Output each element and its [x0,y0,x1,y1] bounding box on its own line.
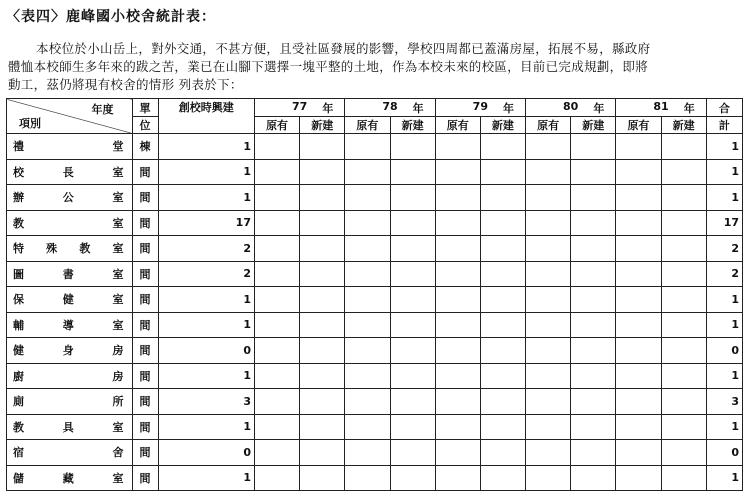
table-row [7,236,743,262]
row-year-cell [300,440,345,466]
row-year-cell [526,338,571,364]
existing-header: 原有 [345,117,390,134]
row-year-cell [526,134,571,160]
row-year-cell [254,236,299,262]
row-year-cell [480,185,525,211]
row-unit: 間 [132,159,158,185]
row-year-cell [616,363,661,389]
row-founded-count: 1 [158,312,254,338]
row-founded-count: 1 [158,363,254,389]
row-year-cell [661,338,706,364]
row-year-cell [345,312,390,338]
intro-line-3: 動工，茲仍將現有校舍的情形 列表於下： [8,77,243,92]
row-year-cell [390,236,435,262]
row-unit: 間 [132,185,158,211]
year-header-81: 81 年 [616,99,706,117]
row-year-cell [571,134,616,160]
row-unit: 間 [132,414,158,440]
row-year-cell [390,287,435,313]
row-year-cell [254,363,299,389]
year-header-78: 78 年 [345,99,435,117]
row-founded-count: 1 [158,159,254,185]
row-year-cell [390,389,435,415]
row-year-cell [661,312,706,338]
row-year-cell [661,185,706,211]
row-total: 3 [706,389,742,415]
row-year-cell [390,414,435,440]
row-year-cell [571,414,616,440]
row-year-cell [254,185,299,211]
row-year-cell [616,236,661,262]
row-founded-count: 0 [158,338,254,364]
row-year-cell [526,236,571,262]
intro-paragraph [8,40,744,94]
row-unit: 間 [132,363,158,389]
row-year-cell [571,287,616,313]
row-year-cell [571,159,616,185]
row-year-cell [254,414,299,440]
founded-header: 創校時興建 [158,99,254,134]
row-year-cell [435,338,480,364]
row-item-name: 教室 [7,210,133,236]
row-founded-count: 1 [158,414,254,440]
existing-header: 原有 [435,117,480,134]
item-header-label: 項別 [19,117,41,130]
row-year-cell [390,465,435,491]
row-year-cell [345,465,390,491]
table-row [7,465,743,491]
row-item-name: 健身房 [7,338,133,364]
row-year-cell [390,312,435,338]
row-year-cell [480,338,525,364]
row-year-cell [571,440,616,466]
row-item-name: 保健室 [7,287,133,313]
row-year-cell [435,236,480,262]
row-year-cell [435,159,480,185]
table-row [7,338,743,364]
row-total: 2 [706,261,742,287]
row-year-cell [526,185,571,211]
row-total: 2 [706,236,742,262]
intro-line-2: 體恤本校師生多年來的跋之苦，業已在山腳下選擇一塊平整的土地，作為本校未來的校區，目前已完成規劃，即將 [8,59,649,74]
row-year-cell [616,287,661,313]
table-row [7,312,743,338]
intro-line-1: 本校位於小山岳上，對外交通，不甚方便，且受社區發展的影響，學校四周都已蓋滿房屋，拓展不易，縣政府 [36,41,651,56]
row-founded-count: 1 [158,134,254,160]
row-year-cell [435,287,480,313]
row-year-cell [480,210,525,236]
row-year-cell [390,440,435,466]
new-header: 新建 [480,117,525,134]
row-year-cell [480,389,525,415]
row-year-cell [480,287,525,313]
row-year-cell [300,312,345,338]
year-header-label: 年度 [91,103,114,116]
total-header-bottom: 計 [706,117,742,134]
row-year-cell [300,414,345,440]
row-year-cell [661,440,706,466]
row-year-cell [571,210,616,236]
row-item-name: 辦公室 [7,185,133,211]
table-row [7,261,743,287]
table-row [7,363,743,389]
row-year-cell [571,465,616,491]
row-year-cell [435,134,480,160]
row-year-cell [480,414,525,440]
table-row [7,134,743,160]
row-year-cell [480,440,525,466]
row-year-cell [661,414,706,440]
row-founded-count: 1 [158,185,254,211]
row-year-cell [345,389,390,415]
row-unit: 間 [132,287,158,313]
table-row [7,185,743,211]
row-founded-count: 17 [158,210,254,236]
row-year-cell [254,338,299,364]
existing-header: 原有 [616,117,661,134]
row-year-cell [526,465,571,491]
row-year-cell [345,236,390,262]
row-unit: 間 [132,210,158,236]
row-unit: 棟 [132,134,158,160]
row-founded-count: 3 [158,389,254,415]
new-header: 新建 [661,117,706,134]
row-year-cell [616,159,661,185]
new-header: 新建 [571,117,616,134]
row-year-cell [345,261,390,287]
row-total: 1 [706,465,742,491]
row-total: 1 [706,312,742,338]
row-year-cell [616,185,661,211]
page-title: 〈表四〉鹿峰國小校舍統計表： [6,9,216,25]
row-year-cell [526,363,571,389]
row-year-cell [345,159,390,185]
unit-header-top: 單 [132,99,158,117]
row-total: 0 [706,338,742,364]
row-year-cell [616,210,661,236]
row-year-cell [571,312,616,338]
row-year-cell [345,210,390,236]
existing-header: 原有 [526,117,571,134]
table-row [7,440,743,466]
row-year-cell [254,261,299,287]
row-year-cell [616,440,661,466]
table-row [7,414,743,440]
row-total: 1 [706,185,742,211]
total-header-top: 合 [706,99,742,117]
row-total: 17 [706,210,742,236]
row-year-cell [571,363,616,389]
row-year-cell [616,465,661,491]
row-year-cell [661,389,706,415]
row-item-name: 廚房 [7,363,133,389]
row-year-cell [254,134,299,160]
row-year-cell [480,134,525,160]
row-year-cell [526,440,571,466]
row-year-cell [435,440,480,466]
row-year-cell [661,287,706,313]
row-year-cell [571,338,616,364]
table-row [7,389,743,415]
row-year-cell [616,312,661,338]
row-unit: 間 [132,338,158,364]
row-unit: 間 [132,312,158,338]
row-year-cell [300,261,345,287]
row-year-cell [254,159,299,185]
row-year-cell [480,312,525,338]
row-year-cell [390,261,435,287]
school-building-table [6,98,743,491]
row-unit: 間 [132,261,158,287]
row-founded-count: 2 [158,261,254,287]
row-unit: 間 [132,389,158,415]
row-year-cell [435,363,480,389]
row-year-cell [254,312,299,338]
row-year-cell [435,465,480,491]
row-year-cell [390,185,435,211]
row-item-name: 廁所 [7,389,133,415]
row-founded-count: 1 [158,465,254,491]
unit-header-bottom: 位 [132,117,158,134]
row-year-cell [345,440,390,466]
row-year-cell [616,134,661,160]
row-year-cell [435,185,480,211]
row-year-cell [300,287,345,313]
row-year-cell [300,185,345,211]
row-year-cell [345,134,390,160]
row-year-cell [661,134,706,160]
new-header: 新建 [300,117,345,134]
row-year-cell [390,210,435,236]
row-year-cell [300,236,345,262]
table-row [7,210,743,236]
row-year-cell [300,134,345,160]
row-year-cell [571,389,616,415]
row-item-name: 宿舍 [7,440,133,466]
row-year-cell [526,261,571,287]
row-year-cell [480,465,525,491]
row-year-cell [661,236,706,262]
row-year-cell [480,261,525,287]
row-year-cell [526,210,571,236]
row-year-cell [300,389,345,415]
row-year-cell [300,159,345,185]
row-year-cell [390,159,435,185]
row-total: 1 [706,134,742,160]
row-total: 1 [706,287,742,313]
row-year-cell [571,261,616,287]
row-item-name: 禮堂 [7,134,133,160]
row-year-cell [300,363,345,389]
row-year-cell [435,389,480,415]
row-year-cell [526,389,571,415]
row-year-cell [661,159,706,185]
row-year-cell [254,287,299,313]
row-year-cell [526,287,571,313]
row-unit: 間 [132,236,158,262]
row-year-cell [345,414,390,440]
row-item-name: 特殊教室 [7,236,133,262]
row-year-cell [300,210,345,236]
row-year-cell [661,465,706,491]
row-founded-count: 2 [158,236,254,262]
row-year-cell [571,185,616,211]
row-year-cell [254,210,299,236]
row-year-cell [480,236,525,262]
row-year-cell [571,236,616,262]
row-year-cell [435,414,480,440]
row-unit: 間 [132,465,158,491]
row-year-cell [526,414,571,440]
existing-header: 原有 [254,117,299,134]
row-year-cell [526,159,571,185]
row-year-cell [390,363,435,389]
row-year-cell [300,465,345,491]
row-year-cell [390,134,435,160]
row-year-cell [345,363,390,389]
row-year-cell [661,210,706,236]
row-year-cell [616,389,661,415]
row-total: 1 [706,414,742,440]
row-year-cell [616,414,661,440]
row-total: 1 [706,363,742,389]
row-year-cell [661,261,706,287]
row-year-cell [345,338,390,364]
new-header: 新建 [390,117,435,134]
row-item-name: 輔導室 [7,312,133,338]
row-year-cell [254,465,299,491]
row-year-cell [616,338,661,364]
diagonal-header-cell [7,99,133,134]
row-year-cell [616,261,661,287]
table-row [7,287,743,313]
row-item-name: 校長室 [7,159,133,185]
row-year-cell [435,312,480,338]
row-year-cell [435,261,480,287]
row-year-cell [661,363,706,389]
year-header-80: 80 年 [526,99,616,117]
row-year-cell [345,287,390,313]
row-year-cell [254,389,299,415]
row-year-cell [345,185,390,211]
header-row-years [7,99,743,117]
row-total: 1 [706,159,742,185]
row-founded-count: 1 [158,287,254,313]
row-item-name: 圖書室 [7,261,133,287]
year-header-77: 77 年 [254,99,344,117]
row-year-cell [480,363,525,389]
row-item-name: 教具室 [7,414,133,440]
row-year-cell [526,312,571,338]
row-year-cell [480,159,525,185]
row-total: 0 [706,440,742,466]
row-item-name: 儲藏室 [7,465,133,491]
table-row [7,159,743,185]
row-year-cell [254,440,299,466]
row-year-cell [300,338,345,364]
row-year-cell [390,338,435,364]
row-year-cell [435,210,480,236]
row-unit: 間 [132,440,158,466]
year-header-79: 79 年 [435,99,525,117]
row-founded-count: 0 [158,440,254,466]
